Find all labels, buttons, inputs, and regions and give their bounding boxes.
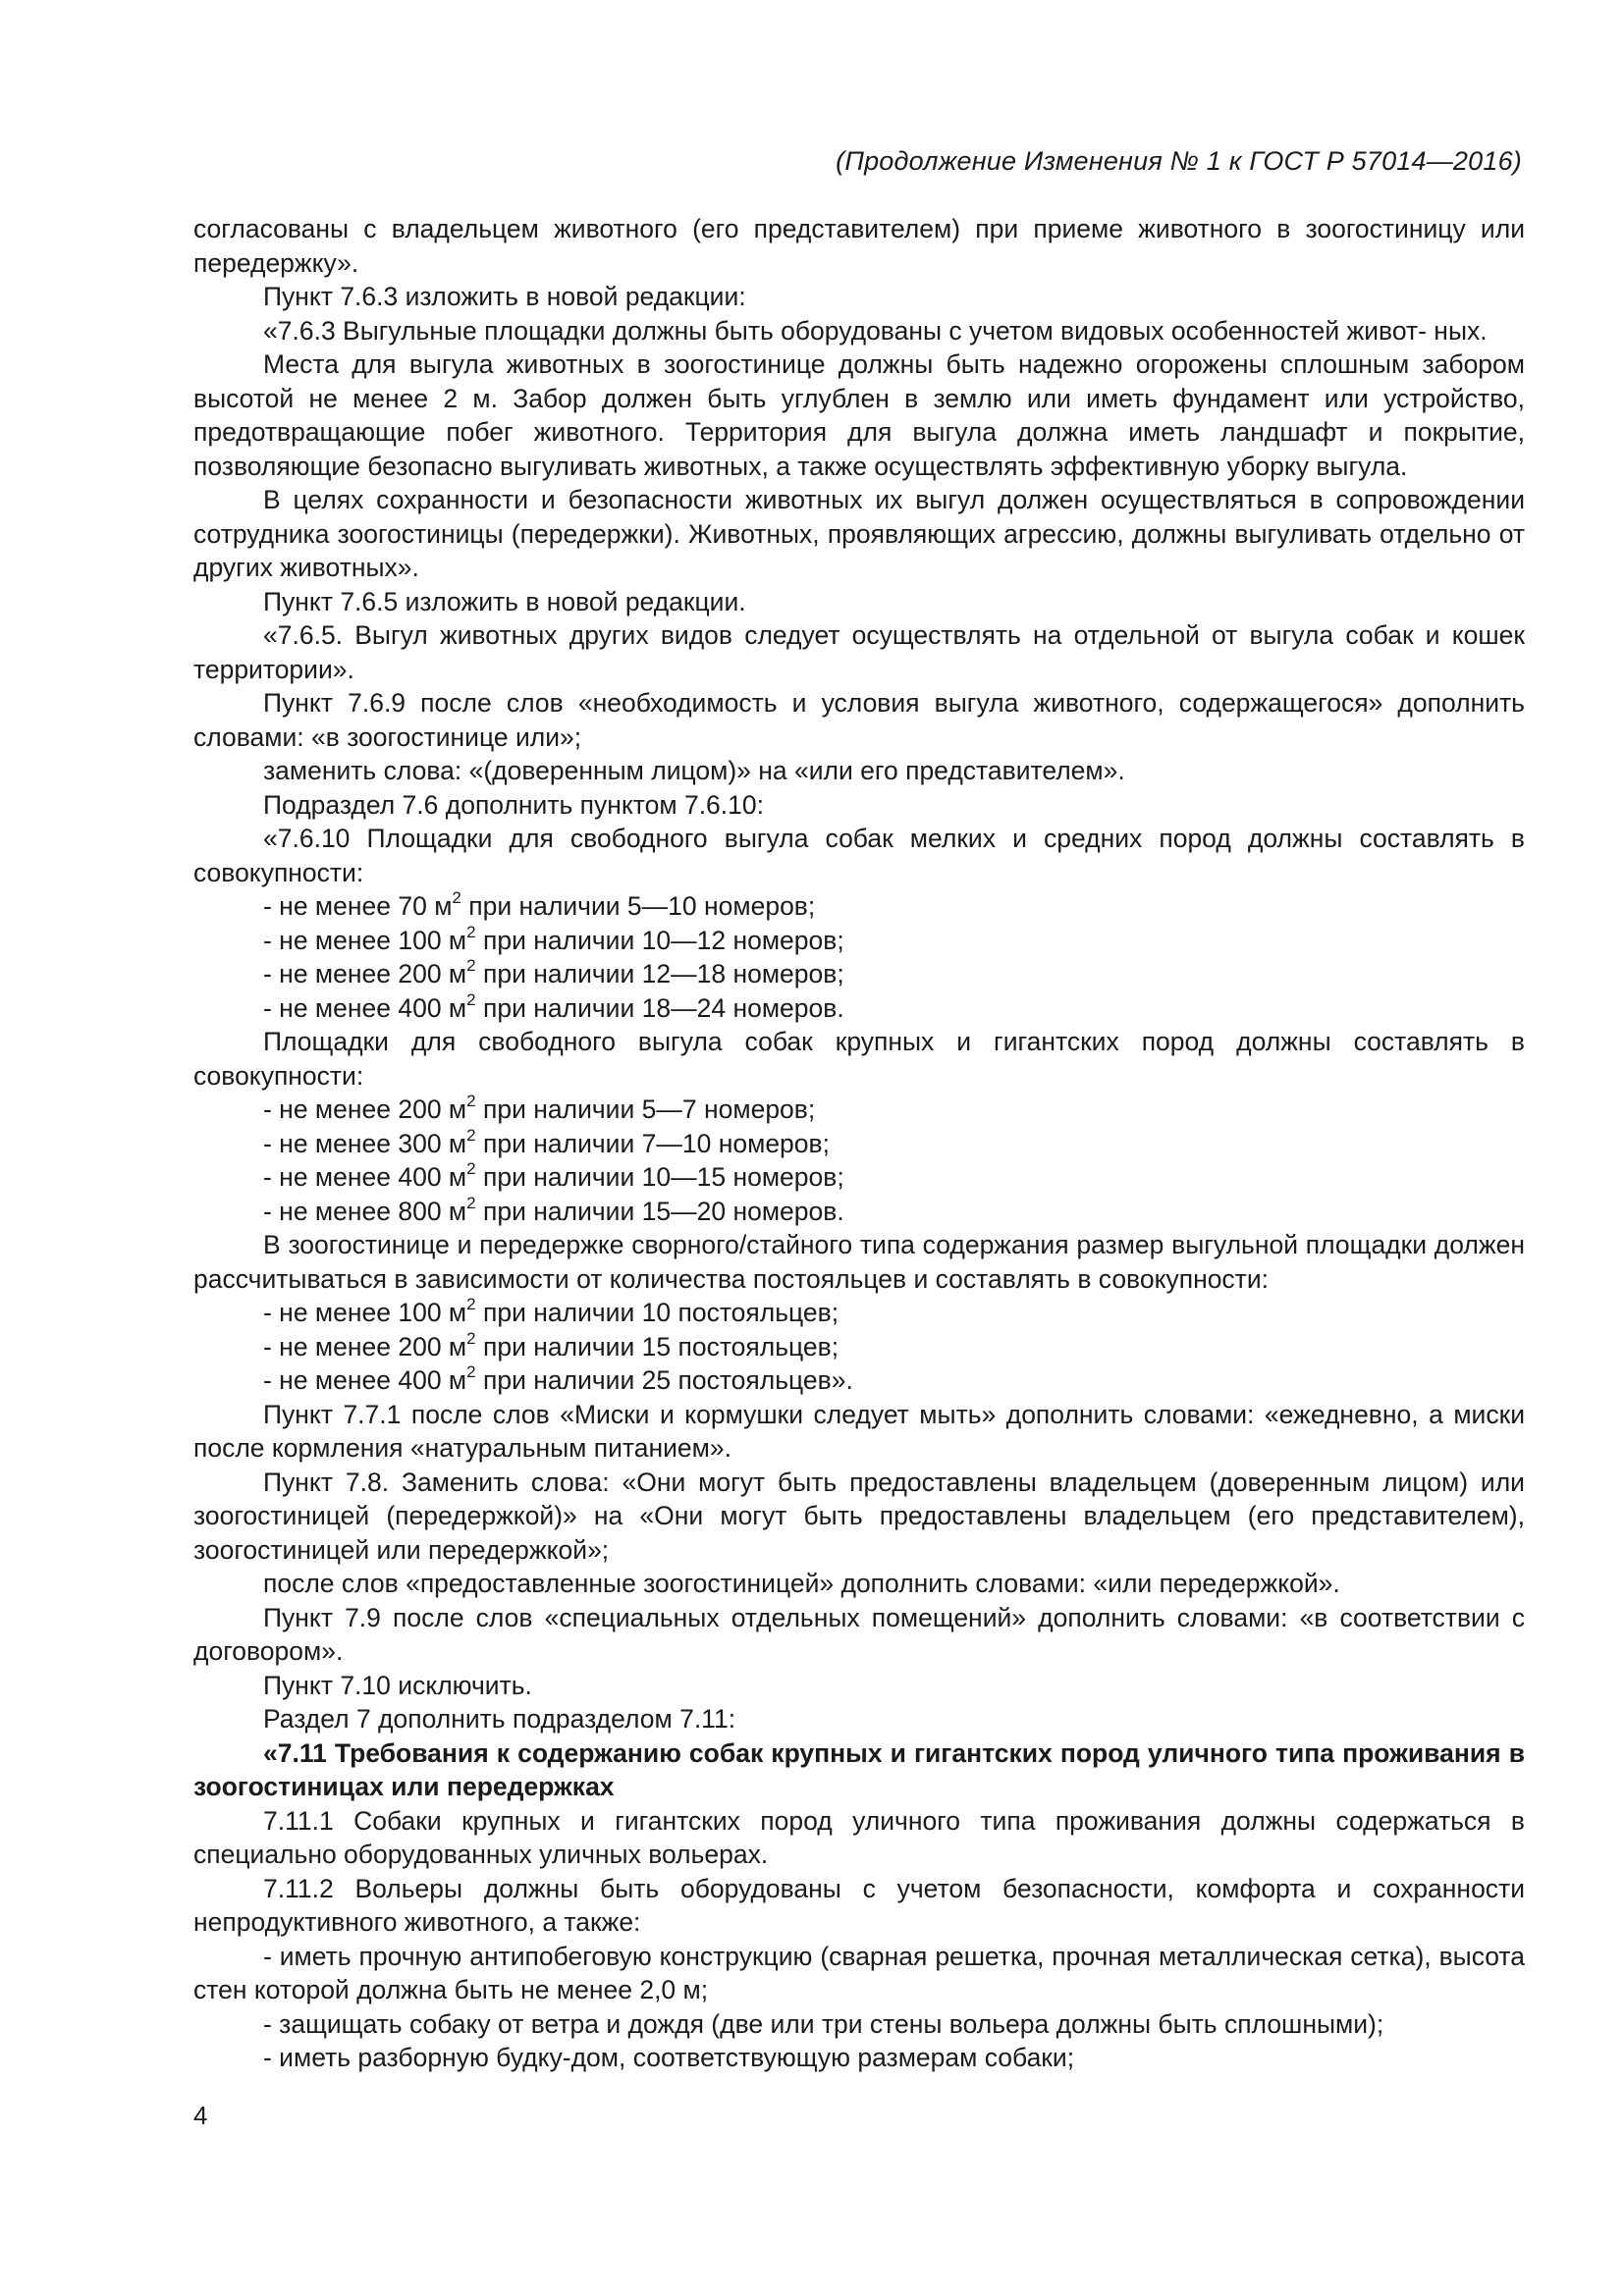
area-item-text: - не менее 300 м: [263, 1128, 467, 1158]
area-item-text: при наличии 7—10 номеров;: [475, 1128, 830, 1158]
area-item-text: - не менее 400 м: [263, 1365, 467, 1395]
area-item-text: - не менее 100 м: [263, 925, 467, 955]
page-header: (Продолжение Изменения № 1 к ГОСТ Р 57014—2016): [836, 146, 1522, 176]
area-list-item: [193, 924, 1525, 958]
area-item-text: при наличии 10 постояльцев;: [475, 1298, 839, 1327]
area-item-text: при наличии 5—10 номеров;: [460, 891, 816, 921]
area-item-text: при наличии 10—12 номеров;: [475, 925, 844, 955]
area-list-item: [193, 889, 1525, 924]
area-item-text: - не менее 200 м: [263, 959, 467, 988]
paragraph: - защищать собаку от ветра и дождя (две или три стены вольера должны быть сплошными);: [263, 2008, 1384, 2039]
area-item-text: - не менее 800 м: [263, 1196, 467, 1226]
area-item-text: при наличии 15 постояльцев;: [475, 1331, 839, 1362]
area-item-text: при наличии 18—24 номеров.: [475, 992, 844, 1023]
paragraph: «7.6.3 Выгульные площадки должны быть оборудованы с учетом видовых особенностей живот- ных.: [263, 315, 1488, 346]
superscript: 2: [466, 1092, 476, 1111]
superscript: 2: [466, 1125, 476, 1145]
area-list-item: [193, 1195, 1525, 1229]
area-item-text: - не менее 100 м: [263, 1298, 467, 1327]
paragraph: 7.11.1 Собаки крупных и гигантских пород уличного типа проживания должны содержаться в специально оборудованных уличных вольерах.: [193, 1805, 1525, 1869]
paragraph: В зоогостинице и передержке сворного/стайного типа содержания размер выгульной площадки должен рассчитываться в зависимости от количества постояльцев и составлять в совокупности:: [193, 1230, 1525, 1294]
superscript: 2: [466, 956, 476, 976]
paragraph: «7.6.10 Площадки для свободного выгула собак мелких и средних пород должны составлять в совокупности:: [193, 824, 1525, 887]
document-body: [193, 212, 1525, 2075]
paragraph: - иметь прочную антипобеговую конструкцию (сварная решетка, прочная металлическая сетка), высота стен которой должна быть не менее 2,0 м;: [193, 1941, 1525, 2004]
area-list-item: [193, 1296, 1525, 1330]
paragraph: Места для выгула животных в зоогостинице должны быть надежно огорожены сплошным забором высотой не менее 2 м. Забор должен быть углублен в землю или иметь фундамент или устройство, предотвращающие побег животного. Территория для выгула должна иметь ландшафт и покрытие, позволяющие безопасно выгуливать животных, а также осуществлять эффективную уборку выгула.: [193, 349, 1525, 481]
paragraph: Раздел 7 дополнить подразделом 7.11:: [263, 1704, 736, 1734]
area-list-item: [193, 1093, 1525, 1127]
area-list-item: [193, 991, 1525, 1026]
paragraph: согласованы с владельцем животного (его представителем) при приеме животного в зоогостиницу или передержку».: [193, 214, 1525, 278]
paragraph: после слов «предоставленные зоогостиницей» дополнить словами: «или передержкой».: [263, 1569, 1340, 1598]
superscript: 2: [466, 989, 476, 1009]
area-list-item: [193, 1160, 1525, 1195]
area-item-text: - не менее 70 м: [263, 891, 453, 921]
area-item-text: при наличии 5—7 номеров;: [475, 1095, 816, 1124]
paragraph: Площадки для свободного выгула собак крупных и гигантских пород должны составлять в совокупности:: [193, 1027, 1525, 1091]
area-list-item: [193, 1330, 1525, 1364]
superscript: 2: [466, 1159, 476, 1179]
superscript: 2: [452, 888, 461, 908]
area-item-text: при наличии 25 постояльцев».: [475, 1365, 853, 1395]
paragraph: Пункт 7.7.1 после слов «Миски и кормушки следует мыть» дополнить словами: «ежедневно, а миски после кормления «натуральным питанием».: [193, 1399, 1525, 1463]
area-item-text: при наличии 15—20 номеров.: [475, 1196, 844, 1226]
paragraph: Подраздел 7.6 дополнить пунктом 7.6.10:: [263, 789, 764, 820]
paragraph: заменить слова: «(доверенным лицом)» на «или его представителем».: [263, 756, 1125, 785]
paragraph: Пункт 7.10 исключить.: [263, 1670, 532, 1700]
superscript: 2: [466, 922, 476, 941]
area-item-text: при наличии 10—15 номеров;: [475, 1162, 844, 1192]
area-item-text: - не менее 400 м: [263, 1162, 467, 1192]
paragraph: - иметь разборную будку-дом, соответствующую размерам собаки;: [263, 2043, 1075, 2072]
paragraph: 7.11.2 Вольеры должны быть оборудованы с учетом безопасности, комфорта и сохранности непродуктивного животного, а также:: [193, 1873, 1525, 1937]
area-list-item: [193, 1363, 1525, 1398]
paragraph: «7.6.5. Выгул животных других видов следует осуществлять на отдельной от выгула собак и кошек территории».: [193, 620, 1525, 684]
paragraph: Пункт 7.9 после слов «специальных отдельных помещений» дополнить словами: «в соответствии с договором».: [193, 1602, 1525, 1666]
area-item-text: при наличии 12—18 номеров;: [475, 959, 844, 988]
superscript: 2: [466, 1328, 476, 1348]
superscript: 2: [466, 1295, 476, 1314]
superscript: 2: [466, 1362, 476, 1382]
superscript: 2: [466, 1193, 476, 1212]
paragraph: Пункт 7.6.3 изложить в новой редакции:: [263, 282, 746, 311]
area-list-item: [193, 957, 1525, 991]
paragraph: Пункт 7.6.5 изложить в новой редакции.: [263, 586, 746, 616]
paragraph: Пункт 7.8. Заменить слова: «Они могут быть предоставлены владельцем (доверенным лицом) или зоогостиницей (передержкой)» на «Они могут быть предоставлены владельцем (его представителем), зоогостиницей или передержкой»;: [193, 1467, 1525, 1565]
area-list-item: [193, 1127, 1525, 1161]
area-item-text: - не менее 400 м: [263, 992, 467, 1023]
paragraph: Пункт 7.6.9 после слов «необходимость и условия выгула животного, содержащегося» дополнить словами: «в зоогостинице или»;: [193, 688, 1525, 752]
area-item-text: - не менее 200 м: [263, 1331, 467, 1362]
section-heading: «7.11 Требования к содержанию собак крупных и гигантских пород уличного типа проживания в зоогостиницах или передержках: [193, 1737, 1525, 1801]
area-item-text: - не менее 200 м: [263, 1095, 467, 1124]
paragraph: В целях сохранности и безопасности животных их выгул должен осуществляться в сопровождении сотрудника зоогостиницы (передержки). Животных, проявляющих агрессию, должны выгуливать отдельно от других животных».: [193, 485, 1525, 582]
page-number: 4: [193, 2101, 208, 2130]
